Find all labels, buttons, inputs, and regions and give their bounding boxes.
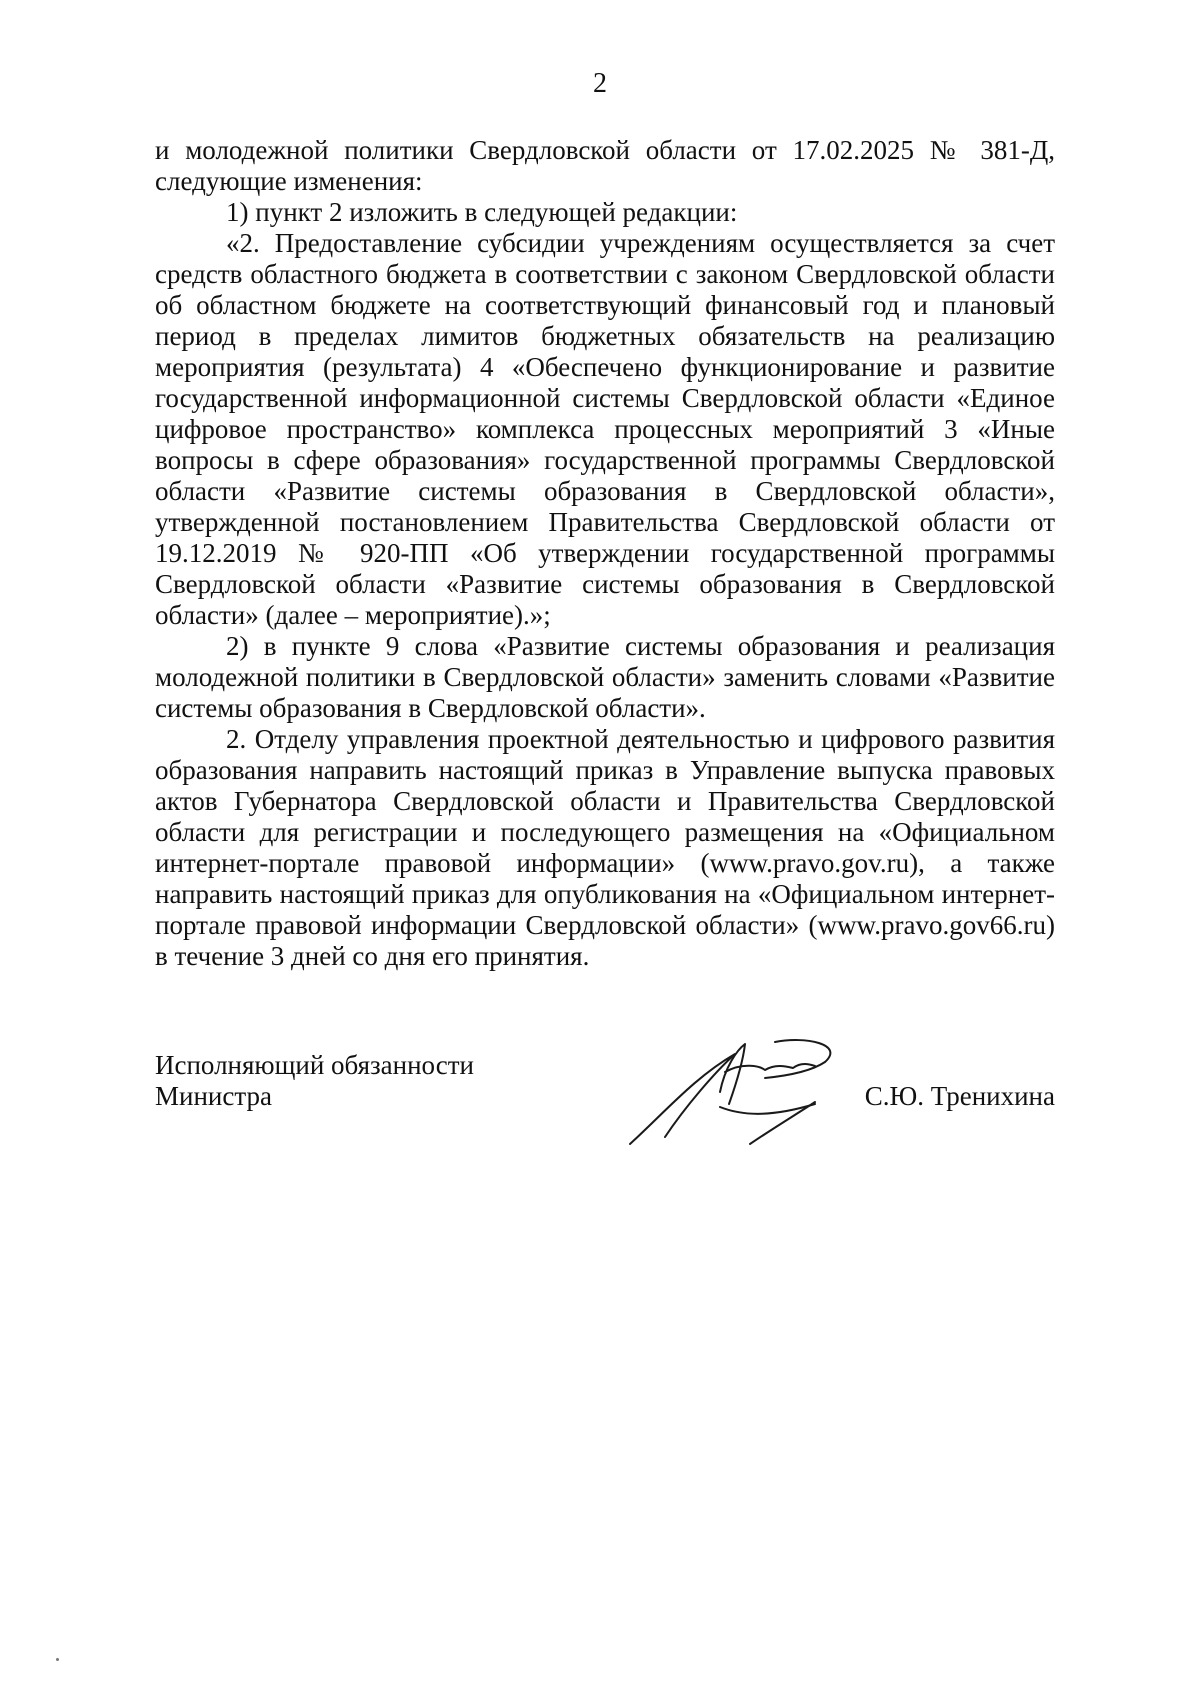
- paragraph-section-2: 2. Отделу управления проектной деятельностью и цифрового развития образования направить настоящий приказ в Управление выпуска правовых актов Губернатора Свердловской области и Правительства Свердловской области для регистрации и последующего размещения на «Официальном интернет-портале правовой информации» (www.pravo.gov.ru), а также направить настоящий приказ для опубликования на «Официальном интернет-портале правовой информации Свердловской области» (www.pravo.gov66.ru) в течение 3 дней со дня его принятия.: [155, 724, 1055, 971]
- paragraph-item-2: 2) в пункте 9 слова «Развитие системы образования и реализация молодежной политики в Свердловской области» заменить словами «Развитие системы образования в Свердловской области».: [155, 631, 1055, 723]
- handwritten-signature: [625, 1032, 845, 1152]
- signatory-name: С.Ю. Тренихина: [864, 1081, 1055, 1111]
- scan-speck: [56, 1658, 59, 1661]
- document-body: [155, 135, 1055, 972]
- paragraph-quoted-point-2: «2. Предоставление субсидии учреждениям осуществляется за счет средств областного бюджета в соответствии с законом Свердловской области об областном бюджете на соответствующий финансовый год и плановый период в пределах лимитов бюджетных обязательств на реализацию мероприятия (результата) 4 «Обеспечено функционирование и развитие государственной информационной системы Свердловской области «Единое цифровое пространство» комплекса процессных мероприятий 3 «Иные вопросы в сфере образования» государственной программы Свердловской области «Развитие системы образования в Свердловской области», утвержденной постановлением Правительства Свердловской области от 19.12.2019 № 920-ПП «Об утверждении государственной программы Свердловской области «Развитие системы образования в Свердловской области» (далее – мероприятие).»;: [155, 228, 1055, 630]
- paragraph-item-1: 1) пункт 2 изложить в следующей редакции:: [226, 197, 738, 227]
- signature-block: [155, 1050, 1055, 1180]
- signatory-title-line-2: Министра: [155, 1081, 272, 1111]
- signatory-title-line-1: Исполняющий обязанности: [155, 1050, 474, 1080]
- paragraph-continuation: и молодежной политики Свердловской области от 17.02.2025 № 381-Д, следующие изменения:: [155, 135, 1055, 196]
- page-number: 2: [593, 68, 607, 99]
